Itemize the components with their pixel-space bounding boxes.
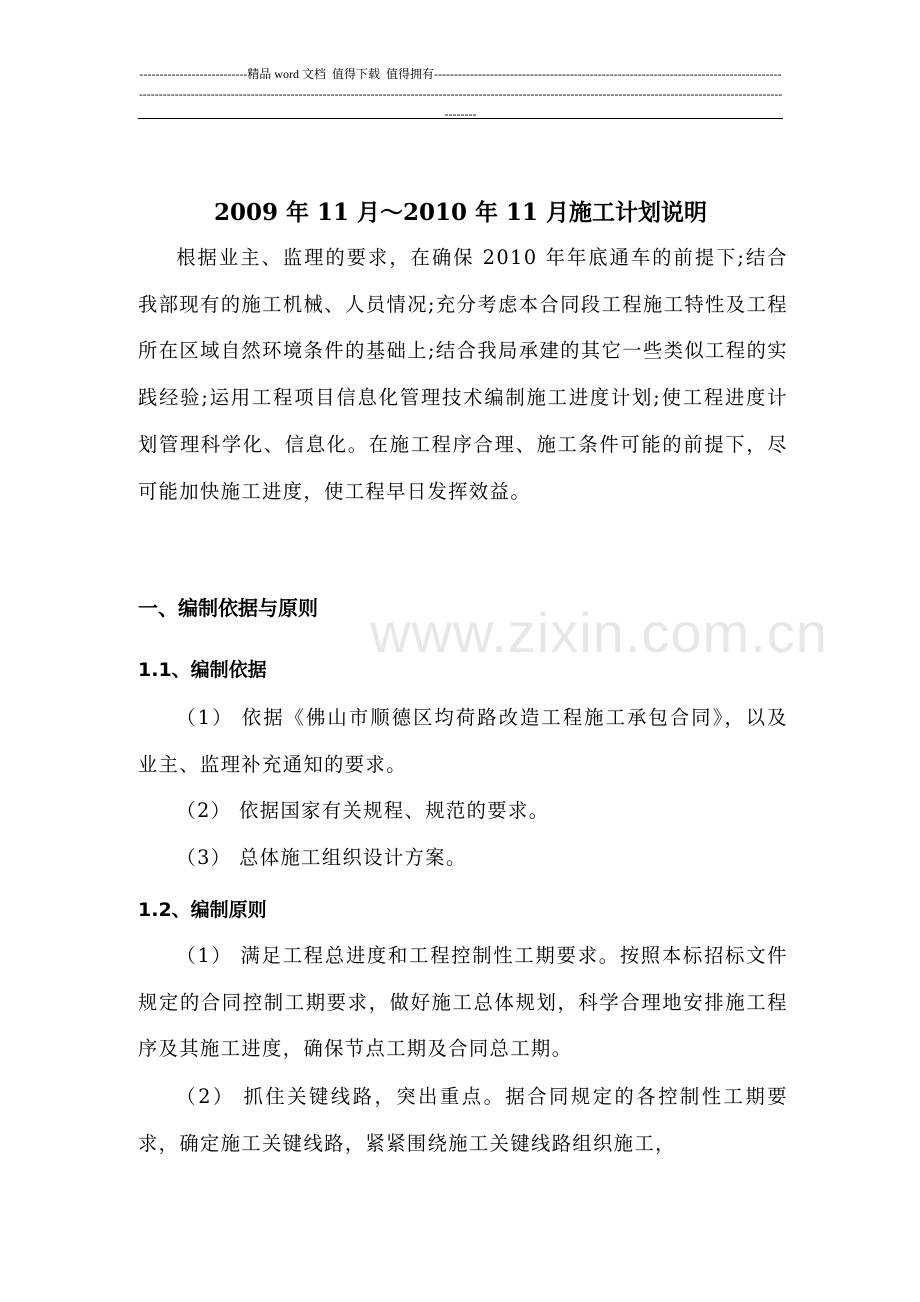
header-rule	[138, 118, 783, 119]
watermark: www.zixin.com.cn	[370, 601, 828, 664]
page-header: ---------------------------精品 word 文档 值得下载 值得拥有----------------------------------------------------------------------------------------------------------------------------------------------------------------------------------------------------------------------------------------------------------------	[138, 67, 783, 121]
intro-paragraph: 根据业主、监理的要求，在确保 2010 年年底通车的前提下;结合我部现有的施工机械、人员情况;充分考虑本合同段工程施工特性及工程所在区域自然环境条件的基础上;结合我局承建的其它一些类似工程的实践经验;运用工程项目信息化管理技术编制施工进度计划;使工程进度计划管理科学化、信息化。在施工程序合理、施工条件可能的前提下，尽可能加快施工进度，使工程早日发挥效益。	[138, 246, 788, 503]
basis-item-1: （1） 依据《佛山市顺德区均荷路改造工程施工承包合同》，以及业主、监理补充通知的要求。	[138, 706, 788, 776]
principle-item-2: （2） 抓住关键线路，突出重点。据合同规定的各控制性工期要求，确定施工关键线路，紧紧围绕施工关键线路组织施工，	[138, 1085, 788, 1155]
subsection-heading-principles: 1.2、编制原则	[138, 899, 267, 921]
basis-item-2: （2） 依据国家有关规程、规范的要求。	[176, 799, 550, 822]
section-heading-basis-principles: 一、编制依据与原则	[138, 596, 318, 620]
principle-item-1: （1） 满足工程总进度和工程控制性工期要求。按照本标招标文件规定的合同控制工期要求，做好施工总体规划，科学合理地安排施工程序及其施工进度，确保节点工期及合同总工期。	[138, 944, 788, 1061]
basis-item-3: （3） 总体施工组织设计方案。	[176, 846, 467, 869]
document-title: 2009 年 11 月～2010 年 11 月施工计划说明	[213, 199, 708, 226]
subsection-heading-basis: 1.1、编制依据	[138, 659, 267, 681]
